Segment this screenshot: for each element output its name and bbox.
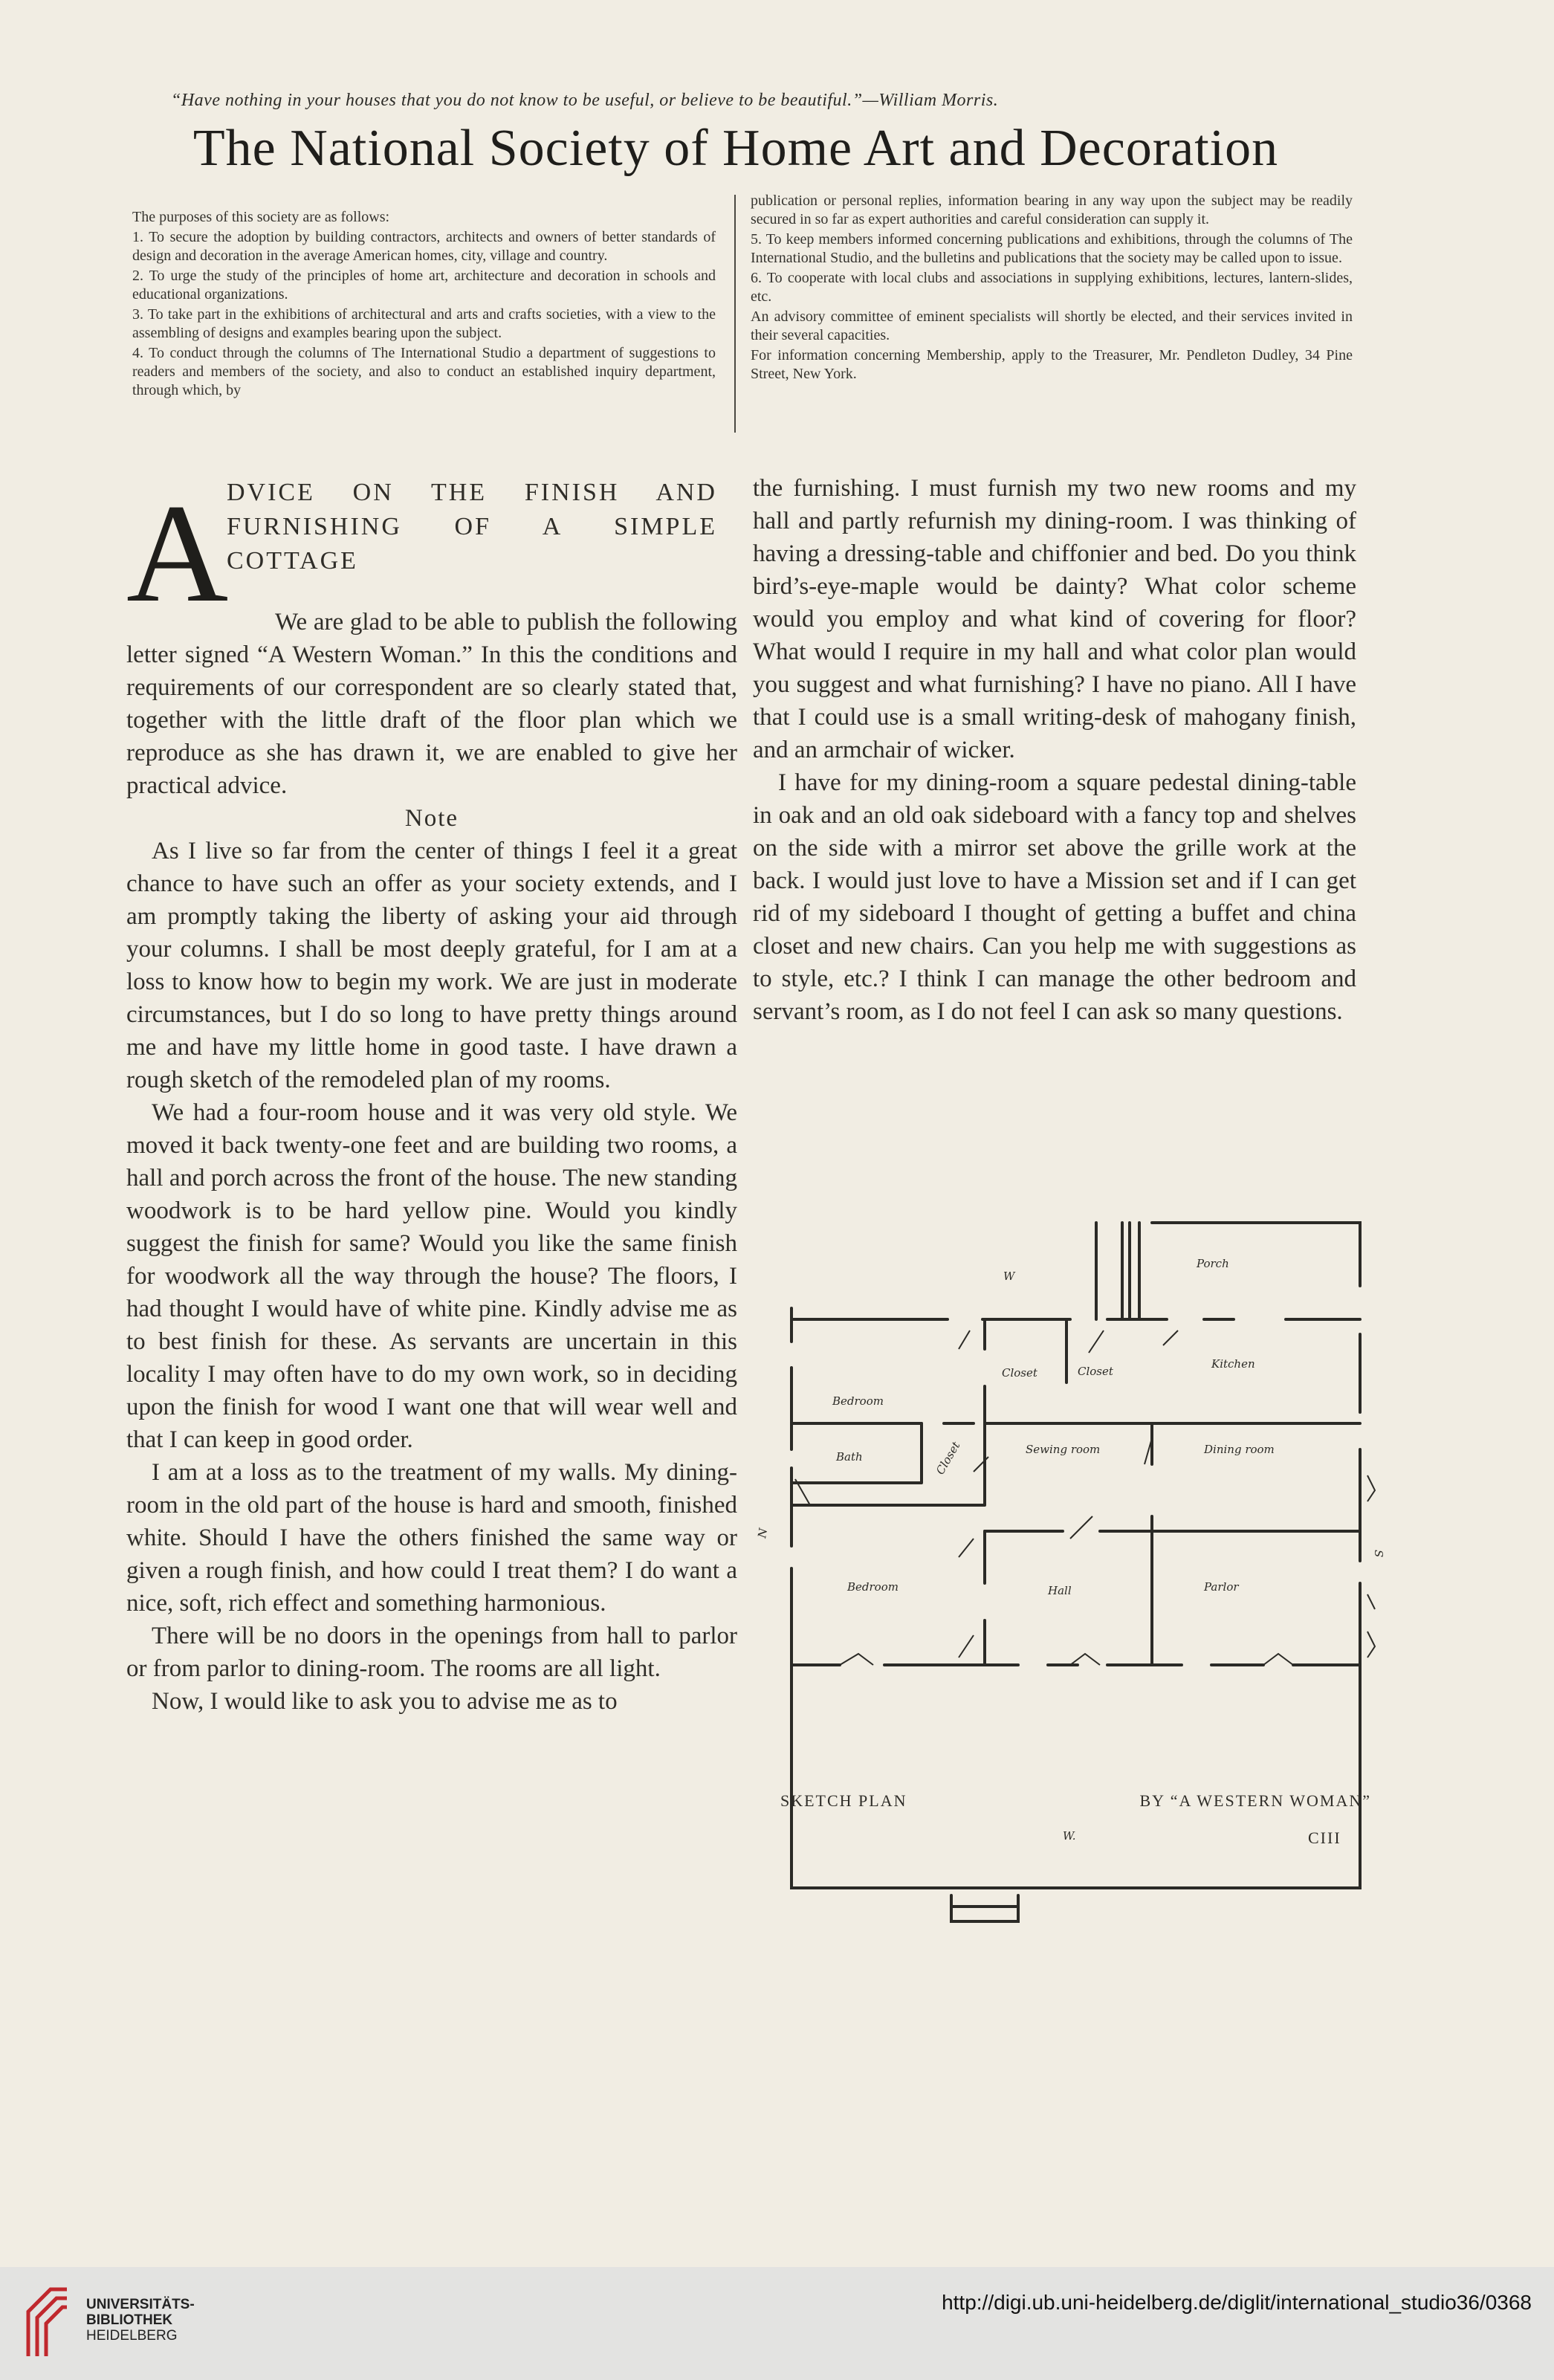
article-left-column	[126, 606, 737, 1718]
purpose-item: 5. To keep members informed concerning publications and exhibitions, through the columns of The International Studio, and the bulletins and publications that the society may be called upon to issue.	[751, 231, 1353, 266]
plan-label-w-bottom: W.	[1063, 1829, 1076, 1843]
purpose-item: 1. To secure the adoption by building contractors, architects and owners of better standards of design and decoration in the average American homes, city, village and country.	[132, 229, 716, 264]
morris-quote: “Have nothing in your houses that you do not know to be useful, or believe to be beautiful.”—William Morris.	[171, 91, 999, 110]
purpose-item: 3. To take part in the exhibitions of architectural and arts and crafts societies, with a view to the assembling of designs and examples bearing upon the subject.	[132, 306, 716, 341]
purpose-item: 2. To urge the study of the principles of home art, architecture and decoration in schools and educational organizations.	[132, 268, 716, 303]
plan-label-hall: Hall	[1048, 1584, 1072, 1597]
purpose-item: 6. To cooperate with local clubs and associations in supplying exhibitions, lectures, lantern-slides, etc.	[751, 270, 1353, 305]
letter-paragraph: We had a four-room house and it was very old style. We moved it back twenty-one feet and are building two rooms, a hall and porch across the front of the house. The new standing woodwork is to be hard yellow pine. Would you kindly suggest the finish for same? Would you like the same finish for woodwork all the way through the house? The floors, I had thought I would have of white pine. Kindly advise me as to best finish for these. As servants are uncertain in this locality I may often have to do my own work, so in deciding upon the finish for wood I want one that will wear well and that I can keep in good order.	[126, 1099, 737, 1453]
letter-paragraph: There will be no doors in the openings from hall to parlor or from parlor to dining-room. The rooms are all light.	[126, 1623, 737, 1682]
letter-paragraph: Now, I would like to ask you to advise me as to	[152, 1688, 618, 1715]
letter-paragraph: the furnishing. I must furnish my two new rooms and my hall and partly refurnish my dining-room. I was thinking of having a dressing-table and chiffonier and bed. Do you think bird’s-eye-maple would be dainty? What color scheme would you employ and what kind of covering for floor? What would I require in my hall and what color plan would you suggest and what furnishing? I have no piano. All I have that I could use is a small writing-desk of mahogany finish, and an armchair of wicker.	[753, 475, 1356, 763]
plan-label-north: N	[755, 1527, 771, 1539]
note-heading: Note	[404, 805, 459, 832]
source-url-link[interactable]: http://digi.ub.uni-heidelberg.de/diglit/international_studio36/0368	[942, 2291, 1532, 2314]
plan-label-bedroom: Bedroom	[832, 1394, 884, 1408]
plan-label-closet: Closet	[933, 1439, 963, 1477]
library-name: UNIVERSITÄTS- BIBLIOTHEK HEIDELBERG	[86, 2297, 195, 2344]
purpose-continued: publication or personal replies, information bearing in any way upon the subject may be readily secured in so far as expert authorities and careful consideration can supply it.	[751, 193, 1353, 227]
plan-label-closet: Closet	[1002, 1366, 1037, 1380]
letter-paragraph: I have for my dining-room a square pedestal dining-table in oak and an old oak sideboard with a fancy top and shelves on the side with a mirror set above the grille work at the back. I would just love to have a Mission set and if I can get rid of my sideboard I thought of getting a buffet and china closet and new chairs. Can you help me with suggestions as to style, etc.? I think I can manage the other bedroom and servant’s room, as I do not feel I can ask so many questions.	[753, 769, 1356, 1025]
purposes-intro: The purposes of this society are as follows:	[132, 209, 390, 225]
plan-label-dining-room: Dining room	[1204, 1443, 1275, 1456]
digitization-footer	[0, 2267, 1554, 2380]
plan-label-closet: Closet	[1078, 1365, 1113, 1378]
intro-paragraph: We are glad to be able to publish the following letter signed “A Western Woman.” In this the conditions and requirements of our correspondent are so clearly stated that, together with the little draft of the floor plan which we reproduce as she has drawn it, we are enabled to give her practical advice.	[126, 609, 737, 799]
floor-plan-sketch	[751, 1219, 1385, 1955]
letter-paragraph: I am at a loss as to the treatment of my walls. My dining-room in the old part of the house is hard and smooth, finished white. Should I have the others finished the same way or given a rough finish, and how could I treat them? I do want a nice, soft, rich effect and something harmonious.	[126, 1459, 737, 1617]
figure-caption-left: SKETCH PLAN	[780, 1791, 907, 1810]
drop-cap: A	[126, 476, 229, 632]
purpose-item: 4. To conduct through the columns of The International Studio a department of suggestions to readers and members of the society, and also to conduct an established inquiry department, through which, by	[132, 345, 716, 398]
advisory-note: An advisory committee of eminent specialists will shortly be elected, and their services invited in their several capacities.	[751, 308, 1353, 343]
column-divider	[734, 195, 736, 433]
purposes-left-column	[132, 208, 716, 401]
plan-label-kitchen: Kitchen	[1211, 1357, 1255, 1371]
plan-label-sewing-room: Sewing room	[1026, 1443, 1101, 1456]
university-library-logo-icon	[21, 2282, 74, 2364]
membership-note: For information concerning Membership, apply to the Treasurer, Mr. Pendleton Dudley, 34 Pine Street, New York.	[751, 347, 1353, 382]
article-heading: DVICE ON THE FINISH AND FURNISHING OF A SIMPLE COTTAGE	[227, 479, 717, 575]
purposes-right-column	[751, 192, 1353, 385]
plan-label-bedroom: Bedroom	[847, 1580, 899, 1594]
plan-label-parlor: Parlor	[1204, 1580, 1239, 1594]
article-right-column	[753, 472, 1356, 1028]
plan-label-w-top: W	[1003, 1270, 1015, 1283]
letter-paragraph: As I live so far from the center of things I feel it a great chance to have such an offer as your society extends, and I am promptly taking the liberty of asking your aid through your columns. I shall be most deeply grateful, for I am at a loss to know how to begin my work. We are just in moderate circumstances, but I do so long to have pretty things around me and have my little home in good taste. I have drawn a rough sketch of the remodeled plan of my rooms.	[126, 838, 737, 1093]
plan-label-bath: Bath	[836, 1450, 863, 1464]
plan-label-south: S	[1372, 1550, 1385, 1558]
page-number: CIII	[1308, 1828, 1341, 1847]
page-title: The National Society of Home Art and Decoration	[192, 120, 1279, 177]
plan-label-porch: Porch	[1197, 1257, 1229, 1270]
figure-caption-right: BY “A WESTERN WOMAN”	[1139, 1791, 1371, 1810]
